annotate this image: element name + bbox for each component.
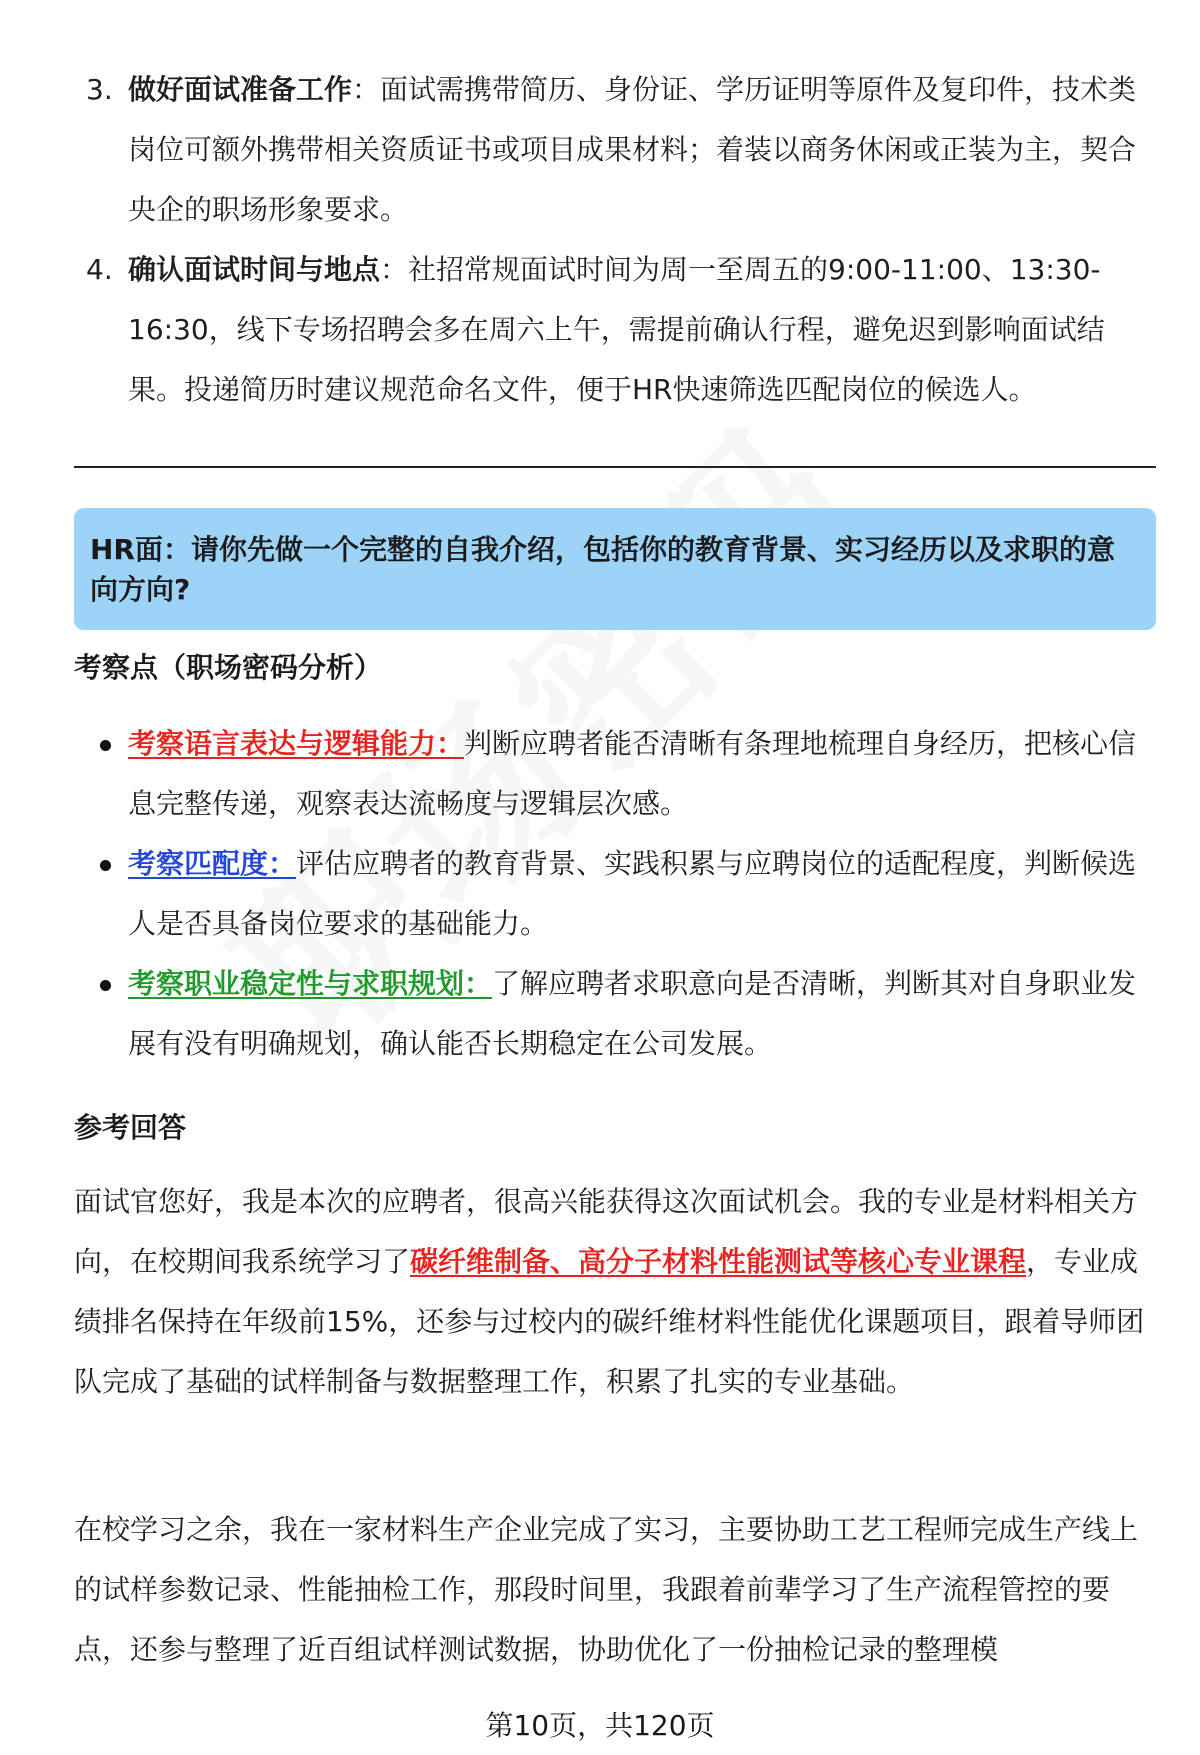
assessment-text: 了解应聘者求职意向是否清晰，判断其对自身职业发展有没有明确规划，确认能否长期稳定在公司发展。 <box>128 967 1137 1060</box>
bullet-icon <box>100 980 111 991</box>
list-item-text: 社招常规面试时间为周一至周五的9:00-11:00、13:30-16:30，线下专场招聘会多在周六上午，需提前确认行程，避免迟到影响面试结果。投递简历时建议规范命名文件，便于HR快速筛选匹配岗位的候选人。 <box>128 253 1105 406</box>
bullet-icon <box>100 740 111 751</box>
answer-highlight: 碳纤维制备、高分子材料性能测试等核心专业课程 <box>410 1245 1027 1278</box>
list-number: 4. <box>86 253 113 286</box>
interview-question: HR面：请你先做一个完整的自我介绍，包括你的教育背景、实习经历以及求职的意向方向? <box>90 533 1115 606</box>
list-item-separator: ： <box>380 253 409 286</box>
answer-paragraph-1 <box>74 1172 1156 1412</box>
interview-question-box <box>74 508 1156 630</box>
section-divider <box>74 466 1156 468</box>
assessment-label: 考察匹配度： <box>128 847 297 880</box>
assessment-item <box>74 834 1154 954</box>
page-footer: 第10页，共120页 <box>485 1709 715 1742</box>
answer-paragraph-2: 在校学习之余，我在一家材料生产企业完成了实习，主要协助工艺工程师完成生产线上的试样参数记录、性能抽检工作，那段时间里，我跟着前辈学习了生产流程管控的要点，还参与整理了近百组试样测试数据，协助优化了一份抽检记录的整理模 <box>74 1513 1139 1666</box>
list-item-title: 确认面试时间与地点 <box>128 253 381 286</box>
answer-text: 面试官您好，我是本次的应聘者，很高兴能获得这次面试机会。我的专业是材料相关方向，在校期间我系统学习了 <box>74 1185 1139 1278</box>
list-item-text: 面试需携带简历、身份证、学历证明等原件及复印件，技术类岗位可额外携带相关资质证书或项目成果材料；着装以商务休闲或正装为主，契合央企的职场形象要求。 <box>128 73 1137 226</box>
list-item-title: 做好面试准备工作 <box>128 73 353 106</box>
assessment-title: 考察点（职场密码分析） <box>74 651 383 684</box>
assessment-label: 考察职业稳定性与求职规划： <box>128 967 493 1000</box>
assessment-item <box>74 714 1154 834</box>
list-item <box>74 240 1144 420</box>
assessment-label: 考察语言表达与逻辑能力： <box>128 727 465 760</box>
assessment-list <box>74 714 1154 1074</box>
list-number: 3. <box>86 73 113 106</box>
bullet-icon <box>100 860 111 871</box>
numbered-list <box>74 60 1144 420</box>
assessment-text: 评估应聘者的教育背景、实践积累与应聘岗位的适配程度，判断候选人是否具备岗位要求的基础能力。 <box>128 847 1137 940</box>
answer-title: 参考回答 <box>74 1111 187 1144</box>
answer-text: ，专业成绩排名保持在年级前15%，还参与过校内的碳纤维材料性能优化课题项目，跟着导师团队完成了基础的试样制备与数据整理工作，积累了扎实的专业基础。 <box>74 1245 1145 1398</box>
assessment-item <box>74 954 1154 1074</box>
list-item-separator: ： <box>352 73 381 106</box>
list-item <box>74 60 1144 240</box>
assessment-text: 判断应聘者能否清晰有条理地梳理自身经历，把核心信息完整传递，观察表达流畅度与逻辑层次感。 <box>128 727 1137 820</box>
